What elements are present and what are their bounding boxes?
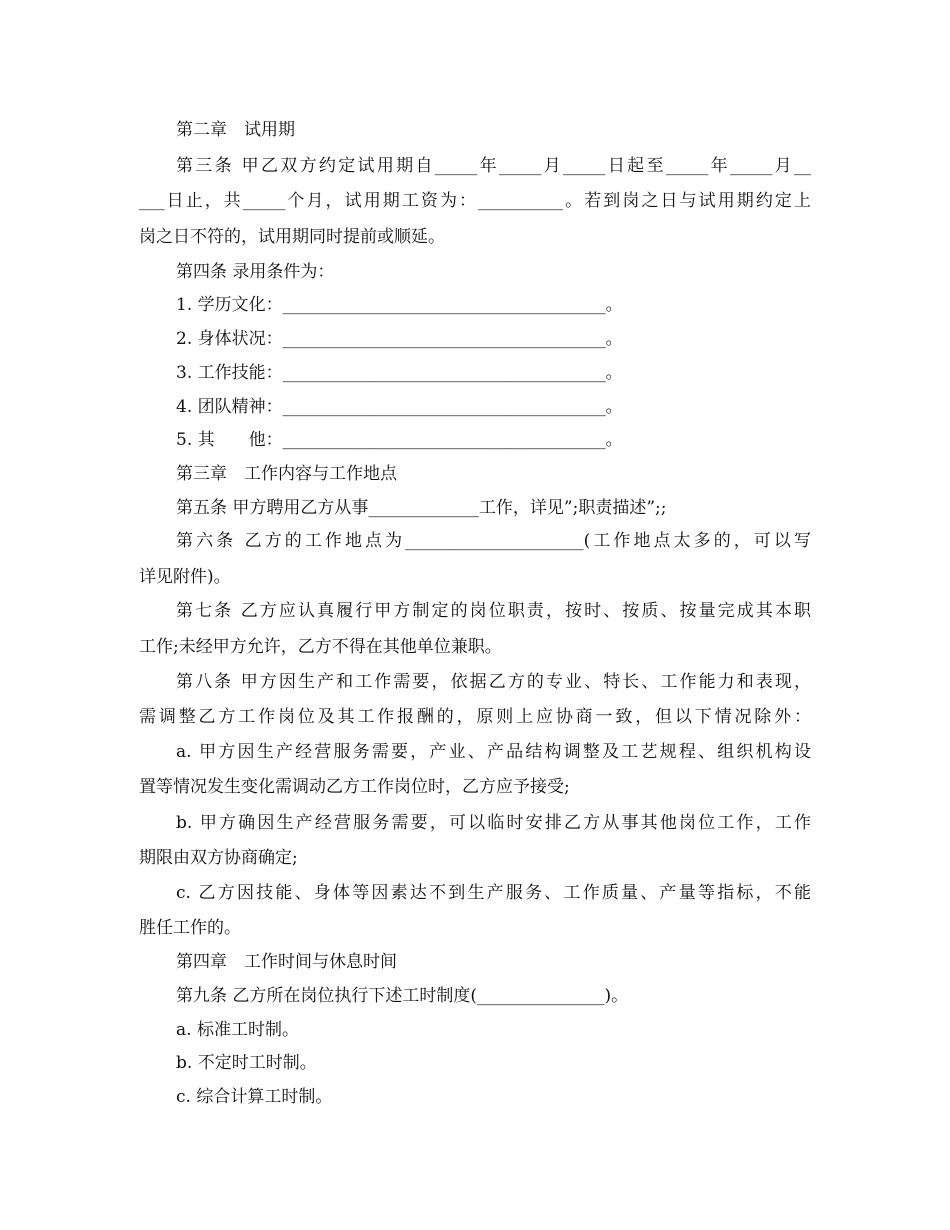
condition-teamwork: 4. 团队精神：______________________________________。 [176, 397, 623, 417]
chapter-2-heading: 第二章 试用期 [176, 120, 295, 140]
item-c-line-2: 胜任工作的。 [139, 918, 241, 938]
chapter-3-heading: 第三章 工作内容与工作地点 [176, 464, 397, 484]
item-b-line-2: 期限由双方协商确定; [139, 848, 298, 868]
article-3-line-3: 岗之日不符的，试用期同时提前或顺延。 [139, 227, 445, 247]
chapter-4-heading: 第四章 工作时间与休息时间 [176, 952, 397, 972]
article-3-line-2: ___日止，共_____个月，试用期工资为：__________。若到岗之日与试用期约定上 [139, 191, 811, 211]
article-8-line-2: 需调整乙方工作岗位及其工作报酬的，原则上应协商一致，但以下情况除外： [139, 707, 811, 727]
article-7-line-2: 工作;未经甲方允许，乙方不得在其他单位兼职。 [139, 637, 502, 657]
article-4-heading: 第四条 录用条件为： [176, 262, 335, 282]
condition-health: 2. 身体状况：______________________________________。 [176, 329, 623, 349]
article-5: 第五条 甲方聘用乙方从事_____________工作，详见”;职责描述”;; [176, 498, 667, 518]
hours-comprehensive: c. 综合计算工时制。 [176, 1087, 333, 1107]
item-b-line-1: b. 甲方确因生产经营服务需要，可以临时安排乙方从事其他岗位工作，工作 [176, 813, 811, 833]
article-6-line-1: 第六条 乙方的工作地点为_____________________(工作地点太多的，可以写 [176, 531, 811, 551]
article-9: 第九条 乙方所在岗位执行下述工时制度(_______________)。 [176, 986, 629, 1006]
condition-skills: 3. 工作技能：______________________________________。 [176, 363, 623, 383]
article-3-line-1: 第三条 甲乙双方约定试用期自_____年_____月_____日起至_____年_____月__ [176, 156, 811, 176]
item-a-line-2: 置等情况发生变化需调动乙方工作岗位时，乙方应予接受; [139, 777, 570, 797]
hours-standard: a. 标准工时制。 [176, 1020, 299, 1040]
condition-education: 1. 学历文化：______________________________________。 [176, 295, 623, 315]
article-6-line-2: 详见附件)。 [139, 567, 231, 587]
item-a-line-1: a. 甲方因生产经营服务需要，产业、产品结构调整及工艺规程、组织机构设 [176, 742, 811, 762]
hours-flexible: b. 不定时工时制。 [176, 1053, 317, 1073]
article-7-line-1: 第七条 乙方应认真履行甲方制定的岗位职责，按时、按质、按量完成其本职 [176, 601, 811, 621]
item-c-line-1: c. 乙方因技能、身体等因素达不到生产服务、工作质量、产量等指标，不能 [176, 883, 811, 903]
article-8-line-1: 第八条 甲方因生产和工作需要，依据乙方的专业、特长、工作能力和表现， [176, 672, 811, 692]
condition-other: 5. 其 他：______________________________________。 [176, 430, 623, 450]
